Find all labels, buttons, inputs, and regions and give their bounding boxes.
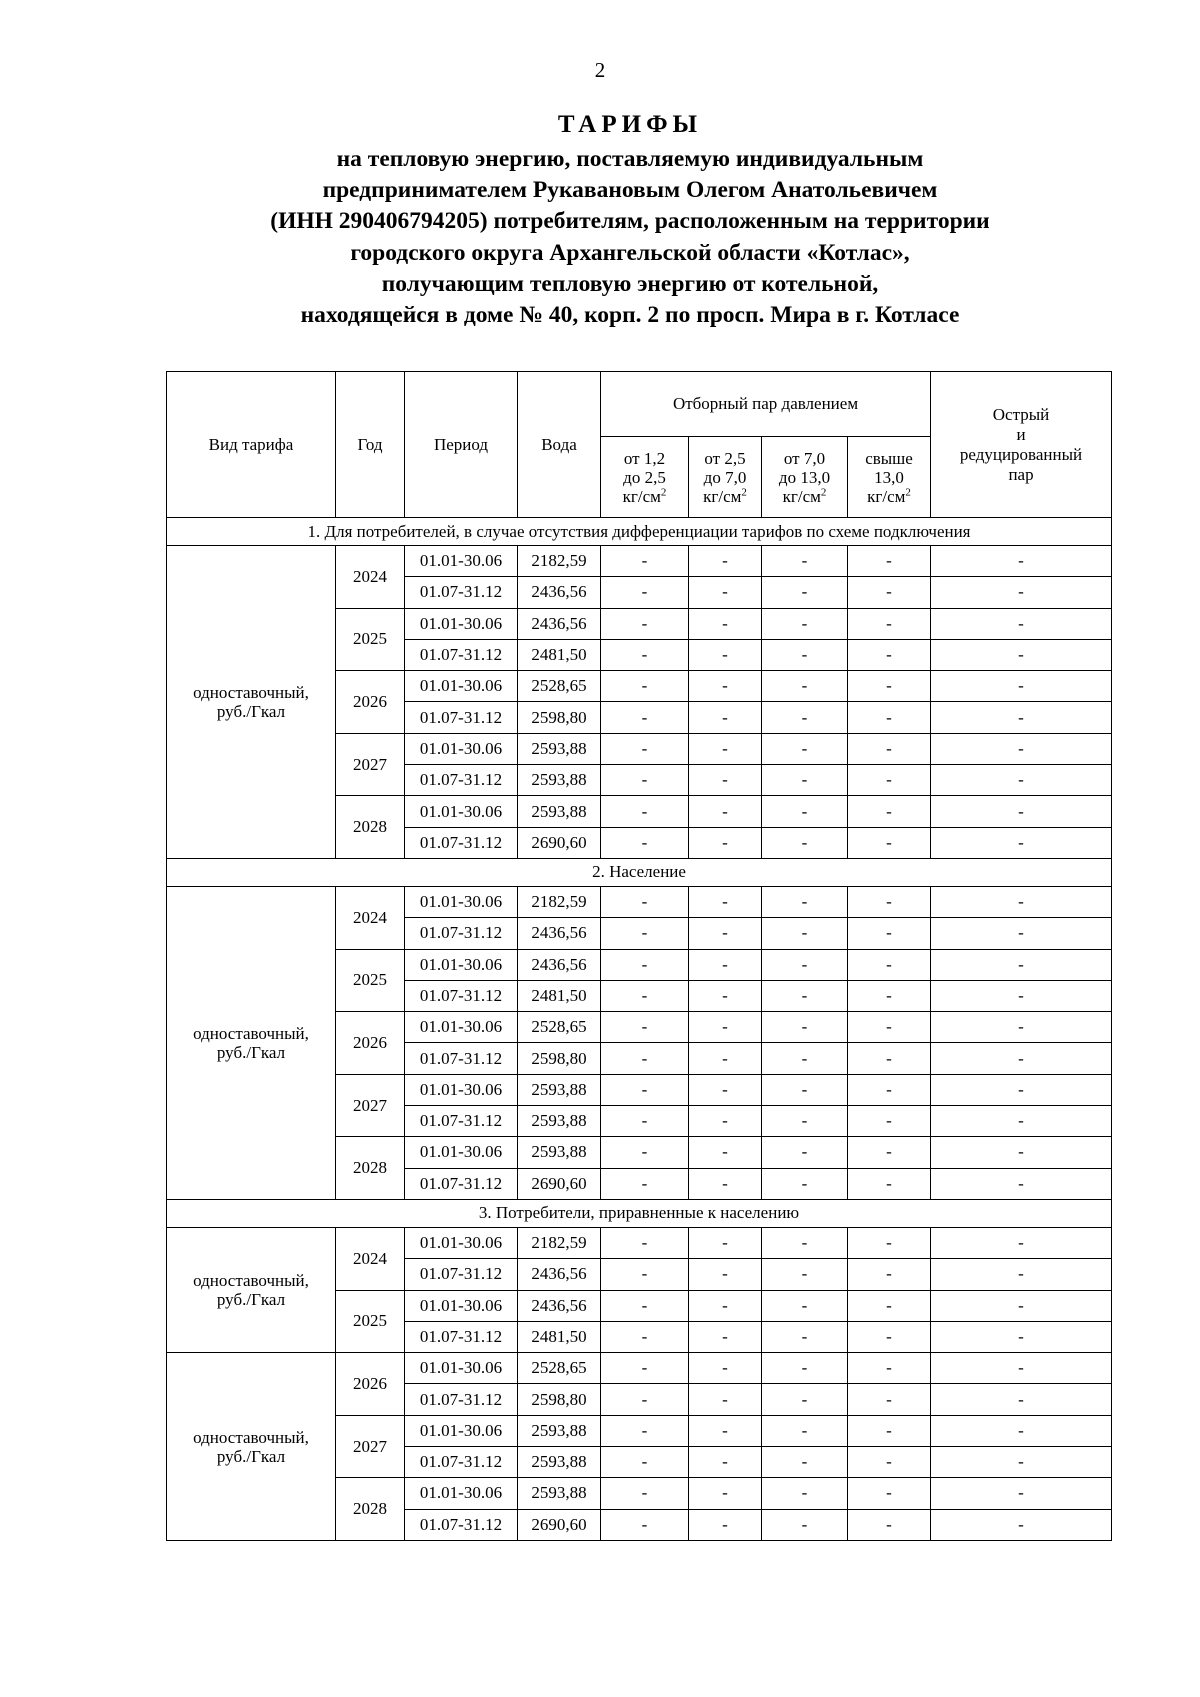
steam-value: - [689, 886, 762, 917]
steam-value: - [601, 608, 689, 639]
period-cell: 01.01-30.06 [405, 1415, 518, 1446]
header-sharp-steam [931, 372, 1112, 518]
steam-value: - [689, 1106, 762, 1137]
steam-value: - [689, 1447, 762, 1478]
steam-value: - [762, 1478, 848, 1509]
steam-value: - [601, 1447, 689, 1478]
sharp-steam-value: - [931, 1168, 1112, 1199]
water-value: 2598,80 [518, 1043, 601, 1074]
year-cell: 2024 [336, 886, 405, 949]
steam-value: - [689, 1137, 762, 1168]
steam-value: - [689, 1478, 762, 1509]
steam-value: - [848, 1384, 931, 1415]
steam-value: - [601, 765, 689, 796]
title-line: предпринимателем Рукавановым Олегом Анатольевичем [322, 177, 938, 204]
water-value: 2481,50 [518, 980, 601, 1011]
steam-value: - [601, 980, 689, 1011]
tariff-kind-cell [167, 546, 336, 859]
steam-value: - [601, 796, 689, 827]
steam-value: - [848, 546, 931, 577]
unit-text: кг/см [703, 486, 742, 506]
steam-value: - [601, 1478, 689, 1509]
water-value: 2436,56 [518, 1290, 601, 1321]
sharp-steam-value: - [931, 765, 1112, 796]
title-main: ТАРИФЫ [557, 111, 703, 138]
sharp-steam-value: - [931, 639, 1112, 670]
steam-value: - [848, 765, 931, 796]
steam-value: - [848, 671, 931, 702]
period-cell: 01.07-31.12 [405, 827, 518, 858]
steam-value: - [848, 1012, 931, 1043]
unit-text: кг/см [622, 486, 661, 506]
tariff-table [166, 371, 1112, 1541]
steam-value: - [848, 702, 931, 733]
steam-value: - [689, 1321, 762, 1352]
section-row [167, 1199, 1112, 1227]
tariff-kind-line: руб./Гкал [216, 1042, 286, 1062]
steam-value: - [848, 1321, 931, 1352]
title-line: находящейся в доме № 40, корп. 2 по просп. Мира в г. Котласе [300, 302, 960, 329]
steam-value: - [848, 1478, 931, 1509]
water-value: 2593,88 [518, 1447, 601, 1478]
sharp-steam-value: - [931, 608, 1112, 639]
steam-value: - [689, 918, 762, 949]
section-title: 2. Население [167, 858, 1112, 886]
sharp-steam-value: - [931, 1353, 1112, 1384]
sharp-steam-value: - [931, 1227, 1112, 1258]
table-body [167, 518, 1112, 1541]
steam-value: - [601, 1227, 689, 1258]
tariff-kind-line: одноставочный, [193, 1023, 309, 1043]
header-kind: Вид тарифа [167, 372, 336, 518]
steam-value: - [601, 886, 689, 917]
sharp-steam-value: - [931, 1478, 1112, 1509]
year-cell: 2024 [336, 1227, 405, 1290]
period-cell: 01.01-30.06 [405, 1478, 518, 1509]
sharp-steam-value: - [931, 577, 1112, 608]
steam-value: - [601, 1353, 689, 1384]
period-cell: 01.07-31.12 [405, 577, 518, 608]
title-line: получающим тепловую энергию от котельной, [381, 270, 879, 297]
period-cell: 01.01-30.06 [405, 1137, 518, 1168]
header-unit [601, 487, 688, 506]
unit-sup: 2 [905, 485, 911, 498]
steam-value: - [689, 980, 762, 1011]
header-unit [762, 487, 847, 506]
period-cell: 01.07-31.12 [405, 1043, 518, 1074]
steam-value: - [848, 980, 931, 1011]
water-value: 2593,88 [518, 1106, 601, 1137]
header-line: до 2,5 [623, 467, 666, 487]
steam-value: - [762, 1043, 848, 1074]
steam-value: - [762, 702, 848, 733]
unit-sup: 2 [741, 485, 747, 498]
steam-value: - [601, 546, 689, 577]
steam-value: - [689, 796, 762, 827]
steam-value: - [848, 1106, 931, 1137]
unit-sup: 2 [820, 485, 827, 498]
steam-value: - [762, 1259, 848, 1290]
table-row [167, 1227, 1112, 1258]
steam-value: - [848, 1509, 931, 1540]
header-steam-col [848, 437, 931, 518]
steam-value: - [601, 1137, 689, 1168]
header-unit [689, 487, 761, 506]
period-cell: 01.01-30.06 [405, 1353, 518, 1384]
year-cell: 2026 [336, 671, 405, 734]
sharp-steam-value: - [931, 1106, 1112, 1137]
title-line: на тепловую энергию, поставляемую индивидуальным [336, 146, 924, 172]
section-title: 1. Для потребителей, в случае отсутствия дифференциации тарифов по схеме подключения [167, 518, 1112, 546]
sharp-steam-value: - [931, 1074, 1112, 1105]
steam-value: - [601, 733, 689, 764]
steam-value: - [848, 1074, 931, 1105]
sharp-steam-value: - [931, 1137, 1112, 1168]
steam-value: - [601, 1168, 689, 1199]
steam-value: - [762, 1290, 848, 1321]
table-header [167, 372, 1112, 518]
period-cell: 01.01-30.06 [405, 733, 518, 764]
steam-value: - [689, 1509, 762, 1540]
year-cell: 2028 [336, 1137, 405, 1200]
water-value: 2593,88 [518, 1478, 601, 1509]
sharp-steam-value: - [931, 671, 1112, 702]
period-cell: 01.01-30.06 [405, 949, 518, 980]
period-cell: 01.07-31.12 [405, 1384, 518, 1415]
header-unit [848, 487, 930, 506]
page-number: 2 [594, 58, 606, 82]
sharp-steam-value: - [931, 546, 1112, 577]
tariff-kind-cell [167, 886, 336, 1199]
water-value: 2436,56 [518, 1259, 601, 1290]
steam-value: - [601, 1384, 689, 1415]
period-cell: 01.01-30.06 [405, 608, 518, 639]
steam-value: - [848, 577, 931, 608]
steam-value: - [601, 1259, 689, 1290]
water-value: 2690,60 [518, 827, 601, 858]
water-value: 2593,88 [518, 765, 601, 796]
year-cell: 2025 [336, 1290, 405, 1353]
year-cell: 2026 [336, 1353, 405, 1416]
header-sharp-line: и [1016, 424, 1026, 444]
steam-value: - [848, 827, 931, 858]
section-title: 3. Потребители, приравненные к населению [167, 1199, 1112, 1227]
period-cell: 01.07-31.12 [405, 702, 518, 733]
steam-value: - [762, 1353, 848, 1384]
water-value: 2436,56 [518, 608, 601, 639]
sharp-steam-value: - [931, 702, 1112, 733]
steam-value: - [601, 577, 689, 608]
period-cell: 01.07-31.12 [405, 765, 518, 796]
sharp-steam-value: - [931, 1321, 1112, 1352]
steam-value: - [762, 1106, 848, 1137]
sharp-steam-value: - [931, 1259, 1112, 1290]
year-cell: 2027 [336, 1074, 405, 1137]
steam-value: - [689, 671, 762, 702]
water-value: 2528,65 [518, 671, 601, 702]
tariff-kind-cell [167, 1353, 336, 1541]
steam-value: - [601, 1509, 689, 1540]
document-title [150, 110, 1110, 331]
title-line: (ИНН 290406794205) потребителям, расположенным на территории [270, 208, 990, 235]
steam-value: - [689, 546, 762, 577]
steam-value: - [762, 1168, 848, 1199]
period-cell: 01.07-31.12 [405, 918, 518, 949]
period-cell: 01.07-31.12 [405, 1259, 518, 1290]
period-cell: 01.07-31.12 [405, 639, 518, 670]
steam-value: - [601, 1106, 689, 1137]
steam-value: - [762, 1012, 848, 1043]
period-cell: 01.07-31.12 [405, 1321, 518, 1352]
title-line: городского округа Архангельской области «Котлас», [350, 239, 910, 266]
sharp-steam-value: - [931, 949, 1112, 980]
header-steam-col [762, 437, 848, 518]
steam-value: - [601, 671, 689, 702]
steam-value: - [689, 1353, 762, 1384]
steam-value: - [848, 733, 931, 764]
header-sharp-line: Острый [992, 404, 1050, 424]
period-cell: 01.01-30.06 [405, 1012, 518, 1043]
header-line: от 7,0 [783, 448, 826, 468]
steam-value: - [848, 639, 931, 670]
header-line: свыше [865, 448, 913, 468]
header-line: от 1,2 [623, 448, 666, 468]
steam-value: - [689, 1227, 762, 1258]
water-value: 2436,56 [518, 949, 601, 980]
steam-value: - [848, 1137, 931, 1168]
period-cell: 01.01-30.06 [405, 1290, 518, 1321]
steam-value: - [689, 827, 762, 858]
header-steam-col [689, 437, 762, 518]
steam-value: - [689, 1384, 762, 1415]
steam-value: - [601, 639, 689, 670]
period-cell: 01.01-30.06 [405, 1074, 518, 1105]
steam-value: - [762, 1321, 848, 1352]
steam-value: - [762, 796, 848, 827]
sharp-steam-value: - [931, 886, 1112, 917]
period-cell: 01.07-31.12 [405, 1509, 518, 1540]
steam-value: - [689, 1074, 762, 1105]
header-steam-group: Отборный пар давлением [601, 372, 931, 437]
unit-sup: 2 [660, 485, 667, 498]
header-period: Период [405, 372, 518, 518]
water-value: 2593,88 [518, 796, 601, 827]
section-row [167, 858, 1112, 886]
steam-value: - [762, 671, 848, 702]
tariff-kind-line: руб./Гкал [216, 1290, 286, 1310]
period-cell: 01.01-30.06 [405, 546, 518, 577]
sharp-steam-value: - [931, 733, 1112, 764]
unit-text: кг/см [867, 486, 906, 506]
steam-value: - [601, 702, 689, 733]
tariff-kind-line: одноставочный, [193, 682, 309, 702]
table-row [167, 886, 1112, 917]
steam-value: - [848, 796, 931, 827]
steam-value: - [601, 1321, 689, 1352]
steam-value: - [601, 1012, 689, 1043]
water-value: 2481,50 [518, 639, 601, 670]
steam-value: - [762, 949, 848, 980]
steam-value: - [689, 949, 762, 980]
steam-value: - [689, 1168, 762, 1199]
period-cell: 01.01-30.06 [405, 1227, 518, 1258]
steam-value: - [762, 1415, 848, 1446]
steam-value: - [689, 639, 762, 670]
header-line: 13,0 [874, 467, 904, 487]
period-cell: 01.07-31.12 [405, 1106, 518, 1137]
steam-value: - [689, 733, 762, 764]
steam-value: - [848, 886, 931, 917]
water-value: 2481,50 [518, 1321, 601, 1352]
steam-value: - [689, 1043, 762, 1074]
sharp-steam-value: - [931, 1415, 1112, 1446]
steam-value: - [762, 639, 848, 670]
steam-value: - [689, 577, 762, 608]
steam-value: - [689, 608, 762, 639]
header-steam-col [601, 437, 689, 518]
water-value: 2690,60 [518, 1509, 601, 1540]
steam-value: - [689, 1415, 762, 1446]
period-cell: 01.07-31.12 [405, 980, 518, 1011]
water-value: 2593,88 [518, 1074, 601, 1105]
steam-value: - [762, 733, 848, 764]
header-line: до 13,0 [778, 467, 831, 487]
header-line: до 7,0 [703, 467, 747, 487]
steam-value: - [762, 1074, 848, 1105]
water-value: 2593,88 [518, 733, 601, 764]
steam-value: - [762, 1509, 848, 1540]
water-value: 2528,65 [518, 1012, 601, 1043]
water-value: 2690,60 [518, 1168, 601, 1199]
steam-value: - [762, 980, 848, 1011]
steam-value: - [848, 1290, 931, 1321]
period-cell: 01.07-31.12 [405, 1447, 518, 1478]
year-cell: 2028 [336, 1478, 405, 1541]
tariff-kind-line: руб./Гкал [216, 1446, 286, 1466]
water-value: 2593,88 [518, 1137, 601, 1168]
steam-value: - [762, 577, 848, 608]
steam-value: - [848, 1353, 931, 1384]
sharp-steam-value: - [931, 1509, 1112, 1540]
year-cell: 2027 [336, 1415, 405, 1478]
section-row [167, 518, 1112, 546]
steam-value: - [689, 765, 762, 796]
steam-value: - [762, 827, 848, 858]
header-year: Год [336, 372, 405, 518]
sharp-steam-value: - [931, 796, 1112, 827]
sharp-steam-value: - [931, 980, 1112, 1011]
water-value: 2593,88 [518, 1415, 601, 1446]
steam-value: - [601, 1415, 689, 1446]
table-row [167, 1353, 1112, 1384]
steam-value: - [848, 608, 931, 639]
steam-value: - [848, 1259, 931, 1290]
water-value: 2182,59 [518, 1227, 601, 1258]
sharp-steam-value: - [931, 918, 1112, 949]
year-cell: 2026 [336, 1012, 405, 1075]
year-cell: 2025 [336, 608, 405, 671]
steam-value: - [601, 827, 689, 858]
steam-value: - [762, 608, 848, 639]
tariff-kind-line: одноставочный, [193, 1427, 309, 1447]
header-sharp-line: редуцированный [959, 444, 1083, 464]
period-cell: 01.01-30.06 [405, 671, 518, 702]
steam-value: - [762, 1137, 848, 1168]
sharp-steam-value: - [931, 1290, 1112, 1321]
year-cell: 2027 [336, 733, 405, 796]
steam-value: - [601, 1290, 689, 1321]
sharp-steam-value: - [931, 827, 1112, 858]
period-cell: 01.01-30.06 [405, 886, 518, 917]
steam-value: - [601, 949, 689, 980]
steam-value: - [601, 1043, 689, 1074]
steam-value: - [848, 1227, 931, 1258]
sharp-steam-value: - [931, 1447, 1112, 1478]
period-cell: 01.01-30.06 [405, 796, 518, 827]
sharp-steam-value: - [931, 1043, 1112, 1074]
steam-value: - [689, 1290, 762, 1321]
steam-value: - [762, 546, 848, 577]
steam-value: - [762, 1447, 848, 1478]
steam-value: - [762, 918, 848, 949]
steam-value: - [689, 1012, 762, 1043]
tariff-kind-line: руб./Гкал [216, 701, 286, 721]
steam-value: - [601, 1074, 689, 1105]
steam-value: - [762, 1227, 848, 1258]
steam-value: - [848, 1168, 931, 1199]
steam-value: - [848, 1043, 931, 1074]
year-cell: 2025 [336, 949, 405, 1012]
water-value: 2436,56 [518, 918, 601, 949]
unit-text: кг/см [782, 486, 821, 506]
period-cell: 01.07-31.12 [405, 1168, 518, 1199]
steam-value: - [762, 1384, 848, 1415]
header-line: от 2,5 [704, 448, 746, 468]
steam-value: - [848, 918, 931, 949]
steam-value: - [689, 1259, 762, 1290]
steam-value: - [601, 918, 689, 949]
header-sharp-line: пар [1008, 464, 1034, 484]
tariff-kind-cell [167, 1227, 336, 1352]
year-cell: 2028 [336, 796, 405, 859]
steam-value: - [848, 1415, 931, 1446]
water-value: 2182,59 [518, 546, 601, 577]
water-value: 2598,80 [518, 702, 601, 733]
water-value: 2598,80 [518, 1384, 601, 1415]
table-row [167, 546, 1112, 577]
steam-value: - [689, 702, 762, 733]
steam-value: - [848, 1447, 931, 1478]
year-cell: 2024 [336, 546, 405, 609]
sharp-steam-value: - [931, 1384, 1112, 1415]
steam-value: - [762, 886, 848, 917]
water-value: 2528,65 [518, 1353, 601, 1384]
water-value: 2436,56 [518, 577, 601, 608]
header-water: Вода [518, 372, 601, 518]
steam-value: - [762, 765, 848, 796]
sharp-steam-value: - [931, 1012, 1112, 1043]
water-value: 2182,59 [518, 886, 601, 917]
steam-value: - [848, 949, 931, 980]
tariff-kind-line: одноставочный, [193, 1271, 309, 1291]
